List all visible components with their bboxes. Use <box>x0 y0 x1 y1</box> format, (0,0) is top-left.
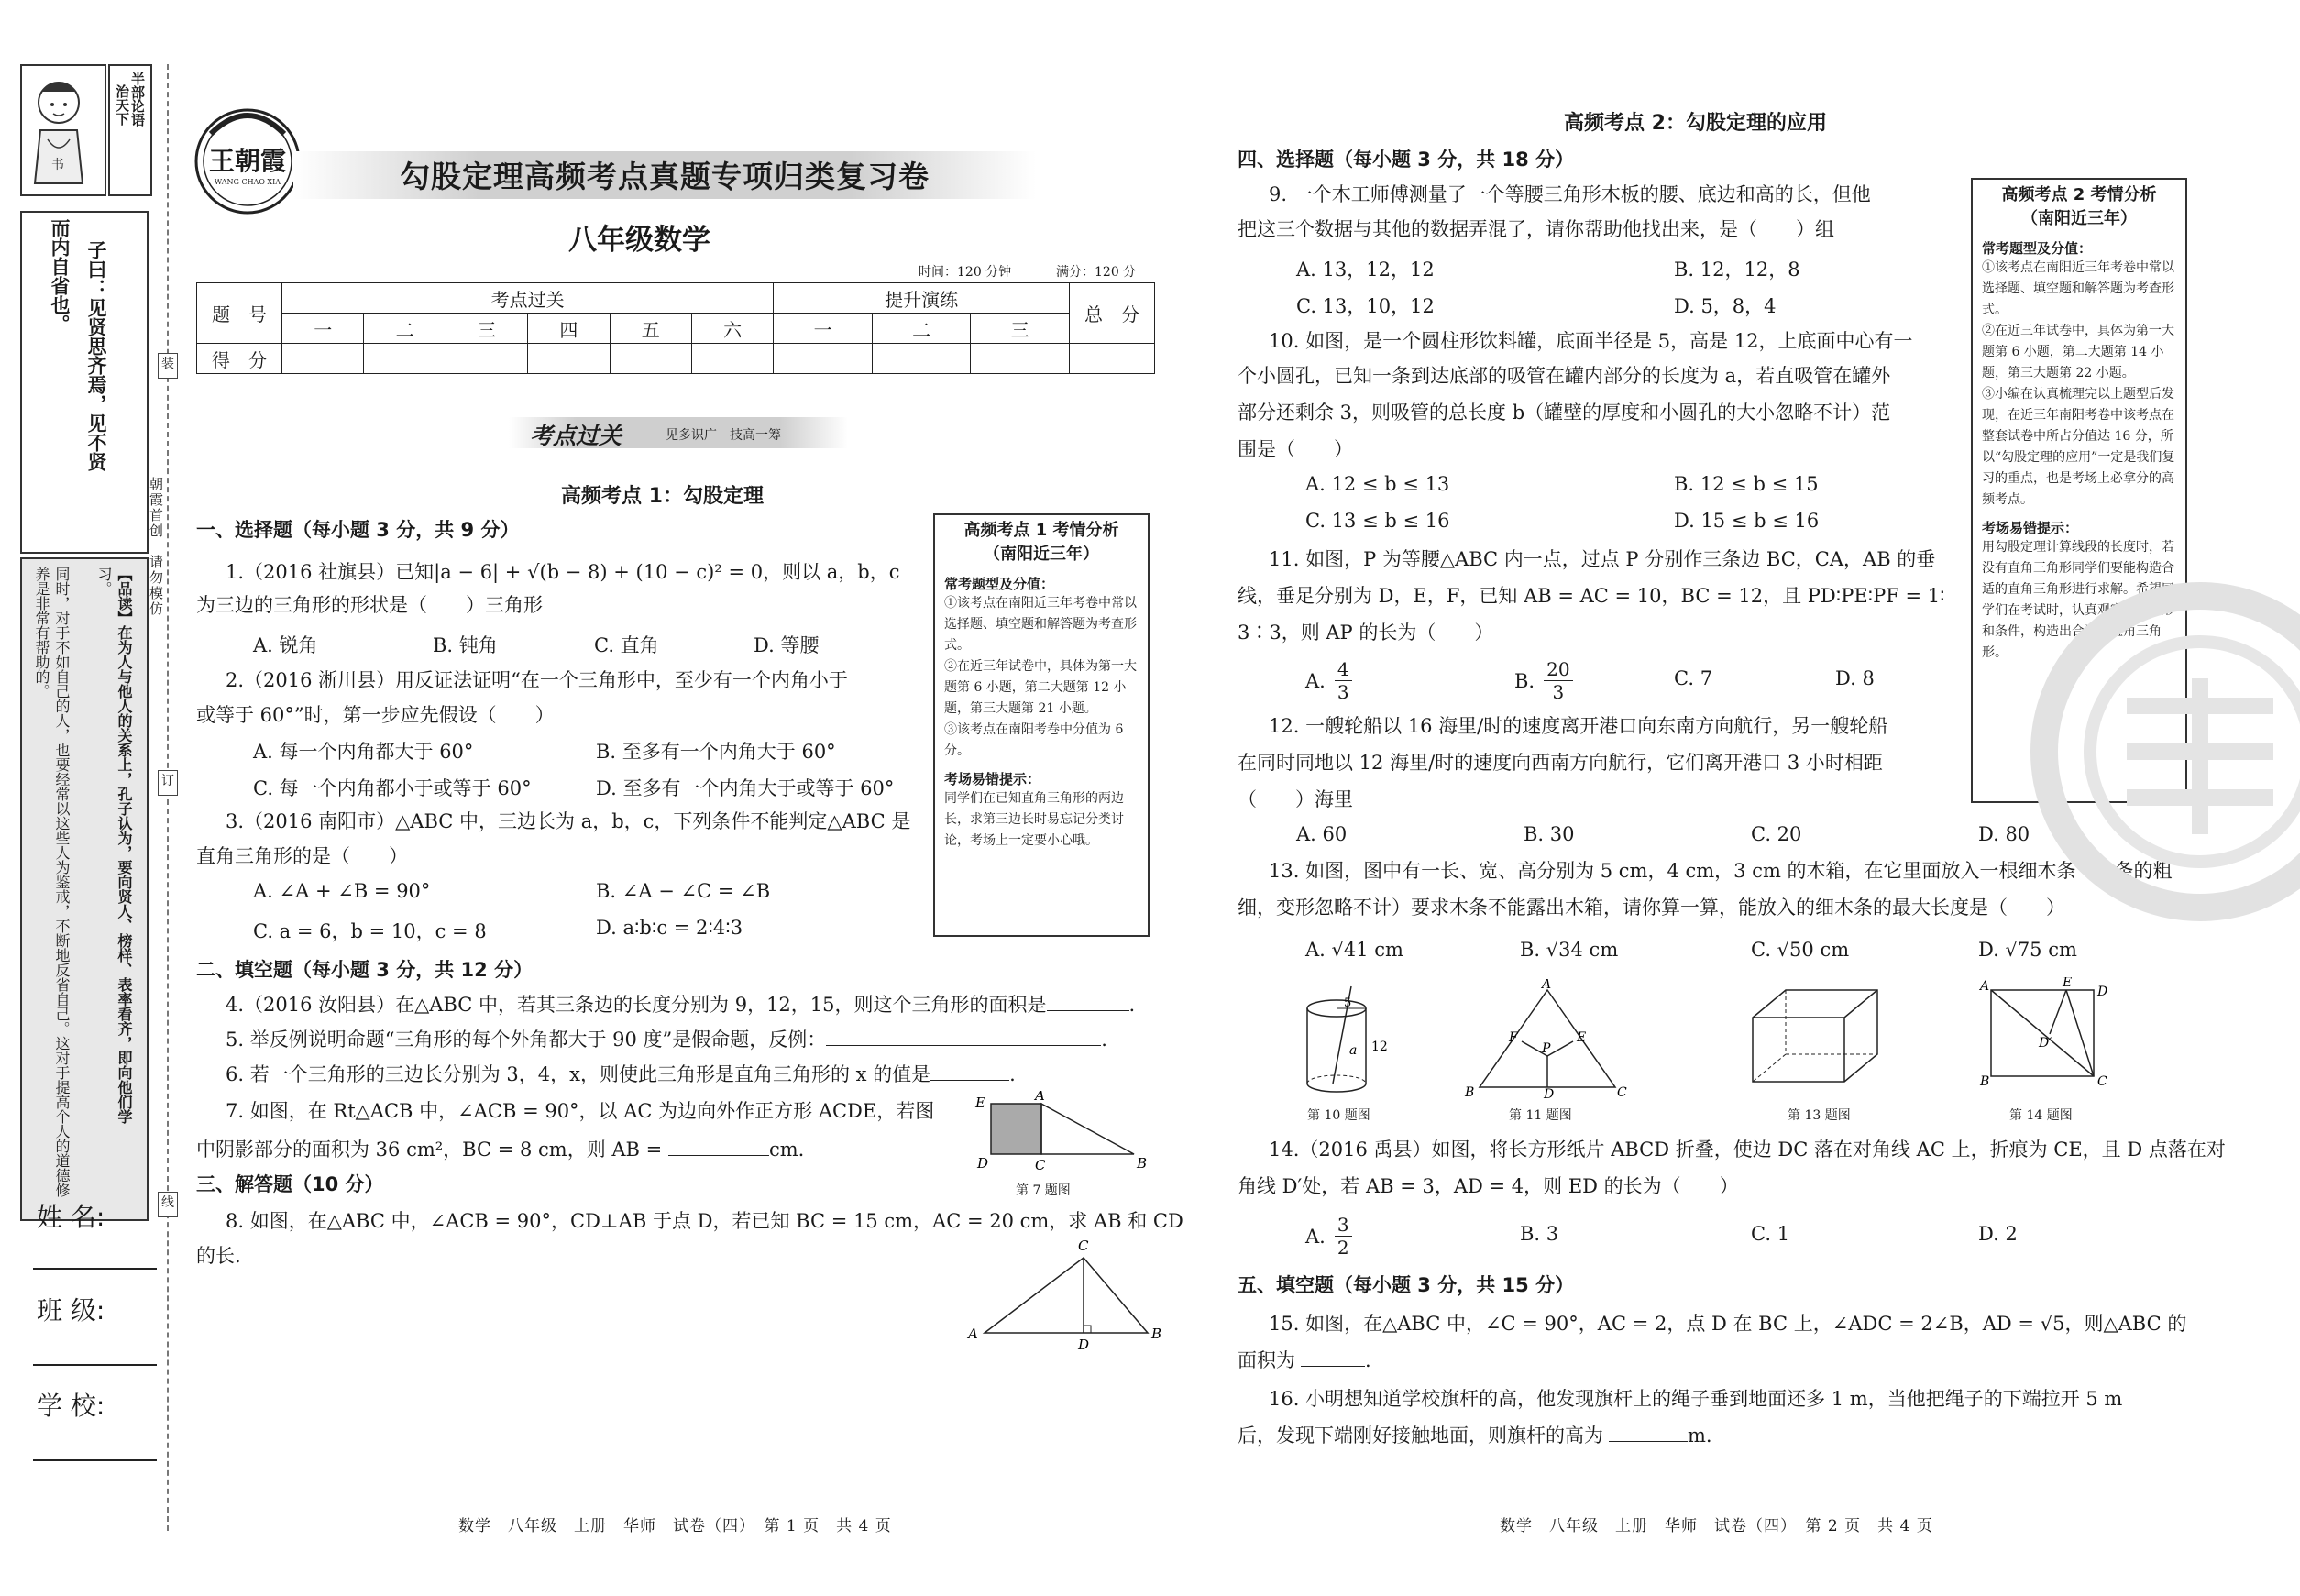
q1-opt-b[interactable]: B. 钝角 <box>433 634 498 656</box>
fig14-label-c: C <box>2097 1074 2107 1089</box>
frac-num: 4 <box>1335 658 1352 681</box>
q7-line2 <box>196 1137 804 1163</box>
th-num: 一 <box>774 314 872 344</box>
school-input[interactable] <box>33 1459 157 1461</box>
section5-heading: 五、填空题（每小题 3 分，共 15 分） <box>1238 1274 1575 1296</box>
fig14-label-d: D <box>2097 985 2108 999</box>
frac-num: 20 <box>1544 658 1572 681</box>
fig13-caption: 第 13 题图 <box>1788 1108 1851 1123</box>
section3-heading: 三、解答题（10 分） <box>196 1173 384 1195</box>
figure-q10 <box>1293 981 1393 1100</box>
cut-mark-mid: 订 <box>158 770 178 796</box>
fig14-label-a: A <box>1980 979 1990 994</box>
fig11-label-a: A <box>1542 979 1552 992</box>
banner-title: 考点过关 <box>530 423 622 449</box>
commentary-head: 习。 <box>95 567 113 596</box>
q13-opt-d[interactable]: D. √75 cm <box>1978 939 2077 961</box>
exam-title: 勾股定理高频考点真题专项归类复习卷 <box>400 159 930 194</box>
box1-h1: 常考题型及分值： <box>944 576 1055 592</box>
box1-p1: ①该考点在南阳近三年考卷中常以选择题、填空题和解答题为考查形式。 <box>944 596 1137 653</box>
watermark-seal <box>2026 568 2300 935</box>
q9-opt-b[interactable]: B. 12，12，8 <box>1674 259 1800 281</box>
q12-line3: （ ）海里 <box>1238 788 1353 810</box>
q10-opt-c[interactable]: C. 13 ≤ b ≤ 16 <box>1305 510 1450 532</box>
fig10-caption: 第 10 题图 <box>1307 1108 1370 1123</box>
th-num: 二 <box>872 314 970 344</box>
score-cell[interactable] <box>691 344 773 374</box>
q2-opt-d[interactable]: D. 至多有一个内角大于或等于 60° <box>596 777 895 799</box>
fig14-label-e: E <box>2063 977 2073 990</box>
fig14-label-dprime: D′ <box>2039 1036 2052 1051</box>
figure-q7 <box>964 1091 1148 1192</box>
q16-line2 <box>1238 1423 1712 1449</box>
section1-heading: 一、选择题（每小题 3 分，共 9 分） <box>196 519 520 541</box>
q13-opt-a[interactable]: A. √41 cm <box>1305 939 1403 961</box>
fig7-label-b: B <box>1137 1155 1148 1172</box>
th-label: 题 号 <box>197 283 282 344</box>
q9-opt-a[interactable]: A. 13，12，12 <box>1296 259 1435 281</box>
q4-text: 4.（2016 汝阳县）在△ABC 中，若其三条边的长度分别为 9，12，15，则这个三角形的面积是 <box>226 994 1047 1016</box>
quote-main: 子曰：见贤思齐焉，见不贤 <box>85 240 107 471</box>
section4-heading: 四、选择题（每小题 3 分，共 18 分） <box>1238 149 1575 171</box>
box1-title: 高频考点 1 考情分析 <box>963 521 1119 540</box>
q12-opt-d[interactable]: D. 80 <box>1978 823 2030 845</box>
q7-text: 中阴影部分的面积为 36 cm²，BC = 8 cm，则 AB = <box>196 1139 663 1161</box>
fig10-label-5: 5 <box>1344 996 1352 1010</box>
q11-opt-a[interactable]: A. $\frac{4}{3}$ <box>1305 658 1352 703</box>
name-input[interactable] <box>33 1268 157 1270</box>
fig14-label-b: B <box>1980 1074 1990 1089</box>
score-cell[interactable] <box>971 344 1070 374</box>
box1-p4: 同学们在已知直角三角形的两边长，求第三边长时易忘记分类讨论，考场上一定要小心哦。 <box>944 791 1124 848</box>
q6-text: 6. 若一个三角形的三边长分别为 3，4，x，则使此三角形是直角三角形的 x 的值是 <box>226 1063 931 1085</box>
footer-left: 数学 八年级 上册 华师 试卷（四） 第 1 页 共 4 页 <box>458 1517 892 1535</box>
commentary-box <box>20 557 149 1221</box>
q15-line1: 15. 如图，在△ABC 中，∠C = 90°，AC = 2，点 D 在 BC 上，∠ADC = 2∠B，AD = √5，则△ABC 的 <box>1269 1313 2187 1335</box>
fig14-caption: 第 14 题图 <box>2009 1108 2073 1123</box>
q9-line2: 把这三个数据与其他的数据弄混了，请你帮助他找出来，是（ ）组 <box>1238 218 1834 240</box>
score-cell[interactable] <box>1070 344 1155 374</box>
exam-subtitle: 八年级数学 <box>568 224 710 257</box>
q3-opt-b[interactable]: B. ∠A − ∠C = ∠B <box>596 880 771 902</box>
q15-text: 面积为 <box>1238 1349 1295 1371</box>
q15-line2: 面积为 . <box>1238 1349 1371 1371</box>
cut-line <box>167 64 169 1531</box>
name-label: 姓 名: <box>37 1202 105 1232</box>
q14-opt-c[interactable]: C. 1 <box>1751 1223 1790 1245</box>
q9-opt-c[interactable]: C. 13，10，12 <box>1296 295 1435 317</box>
q12-opt-a[interactable]: A. 60 <box>1296 823 1348 845</box>
q12-line1: 12. 一艘轮船以 16 海里/时的速度离开港口向东南方向航行，另一艘轮船 <box>1269 715 1888 737</box>
badge-lunyu <box>108 64 152 196</box>
box1-h2: 考场易错提示： <box>944 771 1041 787</box>
box2-h1: 常考题型及分值： <box>1982 240 2093 257</box>
q2-opt-c[interactable]: C. 每一个内角都小于或等于 60° <box>253 777 532 799</box>
box2-sub: （南阳近三年） <box>2021 209 2137 228</box>
q3-opt-c[interactable]: C. a = 6，b = 10，c = 8 <box>253 920 487 942</box>
q4-blank[interactable] <box>1047 1010 1129 1011</box>
left-sidebar <box>20 64 149 1197</box>
q7-unit: cm. <box>768 1139 805 1161</box>
fig7-label-d: D <box>977 1155 989 1172</box>
q12-opt-c[interactable]: C. 20 <box>1751 823 1802 845</box>
figure-q14 <box>1978 977 2116 1096</box>
cut-mark-top: 装 <box>158 353 178 379</box>
commentary-text: 同时，对于不如自己的人，也要经常以这些人为鉴戒，不断地反省自己。这对于提高个人的道德修养是非常有帮助的。 <box>33 567 71 1197</box>
q1-line2: 为三边的三角形的形状是（ ）三角形 <box>196 594 543 616</box>
fig11-caption: 第 11 题图 <box>1509 1108 1572 1123</box>
q10-line2: 个小圆孔，已知一条到达底部的吸管在罐内部分的长度为 a，若直吸管在罐外 <box>1238 365 1891 387</box>
q10-line4: 围是（ ） <box>1238 438 1353 460</box>
th-num: 六 <box>691 314 773 344</box>
cut-mark-bottom: 线 <box>158 1192 178 1217</box>
class-input[interactable] <box>33 1364 157 1366</box>
q16-blank[interactable] <box>1609 1441 1688 1442</box>
fig11-label-b: B <box>1465 1085 1475 1098</box>
banner-slogan: 见多识广 技高一筹 <box>666 428 781 443</box>
th-group1: 考点过关 <box>282 283 774 314</box>
q2-opt-b[interactable]: B. 至多有一个内角大于 60° <box>596 741 836 763</box>
topic2-title: 高频考点 2：勾股定理的应用 <box>1564 112 1827 135</box>
box2-p3: ③小编在认真梳理完以上题型后发现，在近三年南阳考卷中该考点在整套试卷中所占分值达 16 分，所以“勾股定理的应用”一定是我们复习的重点，也是考场上必拿分的高频考点。 <box>1982 387 2175 507</box>
score-table <box>196 282 1155 374</box>
q5-blank[interactable] <box>826 1045 1101 1046</box>
fig11-label-c: C <box>1617 1085 1627 1098</box>
frac-den: 3 <box>1337 681 1349 703</box>
fig7-caption: 第 7 题图 <box>1016 1183 1071 1198</box>
score-cell[interactable] <box>610 344 691 374</box>
confucius-illustration <box>20 64 106 196</box>
th-num: 二 <box>364 314 446 344</box>
q14-opt-b[interactable]: B. 3 <box>1520 1223 1559 1245</box>
box1-p3: ③该考点在南阳考卷中分值为 6 分。 <box>944 722 1124 758</box>
score-info: 满分：120 分 <box>1056 265 1137 280</box>
frac-den: 3 <box>1552 681 1565 703</box>
fig10-label-12: 12 <box>1371 1040 1388 1054</box>
figure-q13 <box>1749 986 1887 1087</box>
th-total: 总 分 <box>1070 283 1155 344</box>
q3-line2: 直角三角形的是（ ） <box>196 845 408 867</box>
fig7-label-e: E <box>975 1095 985 1111</box>
score-cell[interactable] <box>872 344 970 374</box>
q11-line2: 线，垂足分别为 D，E，F，已知 AB = AC = 10，BC = 12，且 PD∶PE∶PF = 1∶ <box>1238 585 1945 607</box>
q13-opt-b[interactable]: B. √34 cm <box>1520 939 1619 961</box>
commentary-label: 【品读】在为人与他人的关系上，孔子认为，要向贤人、榜样、表率看齐，即向他们学 <box>116 567 133 1124</box>
q10-line3: 部分还剩余 3，则吸管的总长度 b（罐壁的厚度和小圆孔的大小忽略不计）范 <box>1238 402 1891 424</box>
fig8-label-d: D <box>1078 1337 1090 1352</box>
q6-blank[interactable] <box>930 1080 1009 1081</box>
q6: 6. 若一个三角形的三边长分别为 3，4，x，则使此三角形是直角三角形的 x 的值是 . <box>226 1063 1016 1085</box>
q11-opt-b[interactable]: B. $\frac{20}{3}$ <box>1514 658 1573 703</box>
analysis-box-1 <box>933 513 1150 937</box>
section2-heading: 二、填空题（每小题 3 分，共 12 分） <box>196 959 534 981</box>
school-label: 学 校: <box>37 1391 105 1421</box>
copyright-note: 朝霞首创 请勿模仿 <box>148 477 164 617</box>
q10-opt-b[interactable]: B. 12 ≤ b ≤ 15 <box>1674 473 1819 495</box>
badge-col2: 治天下 <box>114 84 130 126</box>
quote-cont: 而内自省也。 <box>49 218 71 334</box>
score-cell[interactable] <box>282 344 364 374</box>
box2-title: 高频考点 2 考情分析 <box>2001 185 2157 204</box>
q13-line2: 细，变形忽略不计）要求木条不能露出木箱，请你算一算，能放入的细木条的最大长度是（ ） <box>1238 897 2065 919</box>
q3-opt-d[interactable]: D. a∶b∶c = 2∶4∶3 <box>596 917 743 939</box>
score-row-label: 得 分 <box>197 344 282 374</box>
q2-opt-a[interactable]: A. 每一个内角都大于 60° <box>253 741 474 763</box>
frac-den: 2 <box>1337 1237 1349 1259</box>
th-num: 三 <box>971 314 1070 344</box>
q5: 5. 举反例说明命题“三角形的每个外角都大于 90 度”是假命题，反例： . <box>226 1029 1107 1051</box>
fig8-label-a: A <box>968 1326 978 1342</box>
box2-p4: 用勾股定理计算线段的长度时，若没有直角三角形同学们要能构造合适的直角三角形进行求解。希望同学们在考试时，认真观察所给图形和条件，构造出合适的直角三角形。 <box>1982 540 2174 660</box>
fig7-label-a: A <box>1035 1091 1045 1104</box>
logo-small: WANG CHAO XIA <box>214 178 281 186</box>
q1-opt-d[interactable]: D. 等腰 <box>754 634 820 656</box>
q14-line2: 角线 D′处，若 AB = 3，AD = 4，则 ED 的长为（ ） <box>1238 1175 1739 1197</box>
footer-right: 数学 八年级 上册 华师 试卷（四） 第 2 页 共 4 页 <box>1500 1517 1933 1535</box>
score-cell[interactable] <box>774 344 872 374</box>
th-group2: 提升演练 <box>774 283 1070 314</box>
q2-line2: 或等于 60°”时，第一步应先假设（ ） <box>196 704 555 726</box>
box1-sub: （南阳近三年） <box>984 545 1099 564</box>
q9-opt-d[interactable]: D. 5，8，4 <box>1674 295 1777 317</box>
score-cell[interactable] <box>364 344 446 374</box>
q8-line1: 8. 如图，在△ABC 中，∠ACB = 90°，CD⊥AB 于点 D，若已知 BC = 15 cm，AC = 20 cm，求 AB 和 CD <box>226 1210 1183 1232</box>
fig11-label-p: P <box>1542 1041 1551 1056</box>
q8-line2: 的长. <box>196 1245 241 1267</box>
q10-opt-a[interactable]: A. 12 ≤ b ≤ 13 <box>1305 473 1450 495</box>
th-num: 一 <box>282 314 364 344</box>
q12-line2: 在同时同地以 12 海里/时的速度向西南方向航行，它们离开港口 3 小时相距 <box>1238 752 1883 774</box>
q7-blank[interactable] <box>668 1155 769 1156</box>
q1-line1: 1.（2016 社旗县）已知|a − 6| + √(b − 8) + (10 − c)² = 0，则以 a，b，c <box>226 561 900 583</box>
box2-p2: ②在近三年试卷中，具体为第一大题第 6 小题，第二大题第 14 小题，第三大题第 22 小题。 <box>1982 324 2174 380</box>
quote-box <box>20 211 149 554</box>
q11-line3: 3∶3，则 AP 的长为（ ） <box>1238 622 1494 644</box>
q14-line1: 14.（2016 禹县）如图，将长方形纸片 ABCD 折叠，使边 DC 落在对角线 AC 上，折痕为 CE，且 D 点落在对 <box>1269 1139 2226 1161</box>
th-num: 五 <box>610 314 691 344</box>
q12-opt-b[interactable]: B. 30 <box>1524 823 1575 845</box>
box1-p2: ②在近三年试卷中，具体为第一大题第 6 小题，第二大题第 12 小题，第三大题第 21 小题。 <box>944 659 1137 716</box>
th-num: 四 <box>528 314 610 344</box>
q9-line1: 9. 一个木工师傅测量了一个等腰三角形木板的腰、底边和高的长，但他 <box>1269 183 1871 205</box>
figure-q11 <box>1458 979 1632 1098</box>
q13-line1: 13. 如图，图中有一长、宽、高分别为 5 cm，4 cm，3 cm 的木箱，在它里面放入一根细木条（木条的粗 <box>1269 860 2173 882</box>
fig8-label-c: C <box>1078 1238 1089 1254</box>
fig11-label-f: F <box>1509 1030 1518 1045</box>
q10-opt-d[interactable]: D. 15 ≤ b ≤ 16 <box>1674 510 1820 532</box>
q14-opt-d[interactable]: D. 2 <box>1978 1223 2018 1245</box>
logo-seal <box>193 106 303 216</box>
q13-opt-c[interactable]: C. √50 cm <box>1751 939 1850 961</box>
svg-text:书: 书 <box>51 158 64 172</box>
q16-unit: m. <box>1688 1425 1712 1447</box>
fig11-label-e: E <box>1577 1030 1587 1045</box>
q11-line1: 11. 如图，P 为等腰△ABC 内一点，过点 P 分别作三条边 BC，CA，AB 的垂 <box>1269 548 1936 570</box>
q1-opt-a[interactable]: A. 锐角 <box>253 634 318 656</box>
th-num: 三 <box>446 314 527 344</box>
frac-num: 3 <box>1335 1214 1352 1237</box>
topic1-title: 高频考点 1：勾股定理 <box>561 485 764 508</box>
fig8-label-b: B <box>1151 1326 1162 1342</box>
fig7-label-c: C <box>1035 1157 1046 1173</box>
class-label: 班 级: <box>37 1295 105 1326</box>
time-info: 时间：120 分钟 <box>919 265 1012 280</box>
score-cell[interactable] <box>528 344 610 374</box>
q5-text: 5. 举反例说明命题“三角形的每个外角都大于 90 度”是假命题，反例： <box>226 1029 827 1051</box>
q16-text: 后，发现下端刚好接触地面，则旗杆的高为 <box>1238 1425 1603 1447</box>
box2-p1: ①该考点在南阳近三年考卷中常以选择题、填空题和解答题为考查形式。 <box>1982 260 2174 317</box>
badge-col1: 半部论语 <box>129 72 146 127</box>
q3-line1: 3.（2016 南阳市）△ABC 中，三边长为 a，b，c，下列条件不能判定△ABC 是 <box>226 810 911 832</box>
q3-opt-a[interactable]: A. ∠A + ∠B = 90° <box>253 880 431 902</box>
q4: 4.（2016 汝阳县）在△ABC 中，若其三条边的长度分别为 9，12，15，则这个三角形的面积是 . <box>226 994 1136 1016</box>
q14-opt-a[interactable]: A. $\frac{3}{2}$ <box>1305 1214 1352 1259</box>
q1-opt-c[interactable]: C. 直角 <box>594 634 659 656</box>
score-cell[interactable] <box>446 344 527 374</box>
q16-line1: 16. 小明想知道学校旗杆的高，他发现旗杆上的绳子垂到地面还多 1 m，当他把绳子的下端拉开 5 m <box>1269 1388 2123 1410</box>
q11-opt-c[interactable]: C. 7 <box>1674 667 1713 689</box>
q11-opt-d[interactable]: D. 8 <box>1835 667 1875 689</box>
box2-h2: 考场易错提示： <box>1982 520 2079 536</box>
q10-line1: 10. 如图，是一个圆柱形饮料罐，底面半径是 5，高是 12，上底面中心有一 <box>1269 330 1913 352</box>
figure-q8 <box>964 1238 1166 1352</box>
q7-line1: 7. 如图，在 Rt△ACB 中，∠ACB = 90°，以 AC 为边向外作正方形 ACDE，若图 <box>226 1100 935 1122</box>
logo-text: 王朝霞 <box>208 146 286 176</box>
fig11-label-d: D <box>1544 1087 1555 1098</box>
q15-blank[interactable] <box>1301 1366 1365 1367</box>
q2-line1: 2.（2016 淅川县）用反证法证明“在一个三角形中，至少有一个内角小于 <box>226 669 848 691</box>
fig10-label-a: a <box>1349 1043 1358 1058</box>
